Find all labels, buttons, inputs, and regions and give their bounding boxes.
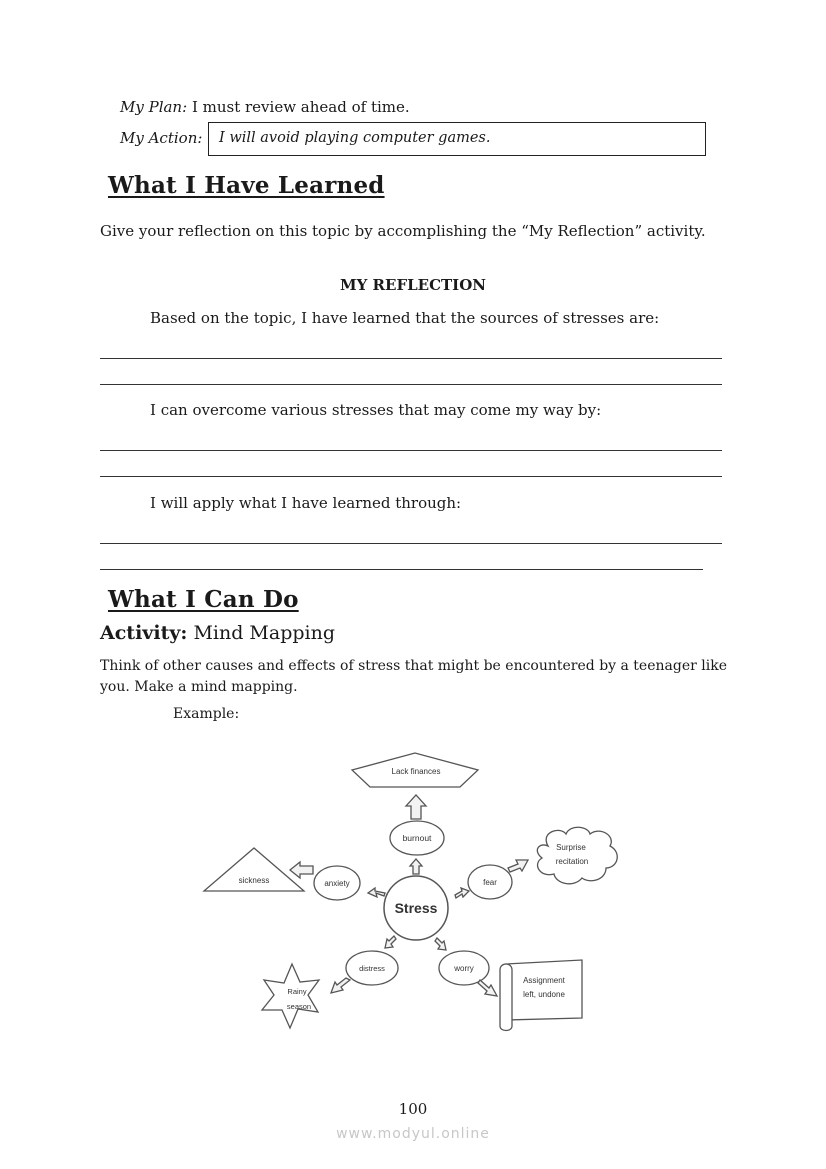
stress-label: Stress bbox=[394, 900, 438, 916]
plan-text: I must review ahead of time. bbox=[191, 98, 410, 116]
activity-name: Mind Mapping bbox=[193, 622, 336, 644]
arrow-up-icon bbox=[406, 795, 426, 819]
fear-label: fear bbox=[483, 878, 497, 887]
sickness-label: sickness bbox=[238, 876, 270, 885]
prompt-apply: I will apply what I have learned through: bbox=[150, 494, 462, 512]
cloud-shape bbox=[537, 827, 617, 884]
burnout-label: burnout bbox=[402, 833, 432, 843]
season-label: season bbox=[286, 1002, 312, 1011]
anxiety-label: anxiety bbox=[324, 879, 350, 888]
surprise-label: Surprise bbox=[556, 843, 586, 852]
page-number: 100 bbox=[398, 1100, 428, 1118]
activity-instructions: Think of other causes and effects of stress that might be encountered by a teenager like you. Make a mind mapping. bbox=[100, 658, 727, 695]
worry-label: worry bbox=[454, 964, 474, 973]
arrow-icon bbox=[455, 888, 469, 898]
prompt-sources: Based on the topic, I have learned that the sources of stresses are: bbox=[150, 309, 660, 327]
action-text: I will avoid playing computer games. bbox=[219, 130, 491, 146]
arrow-icon bbox=[435, 938, 446, 950]
watermark: www.modyul.online bbox=[336, 1126, 490, 1142]
action-label: My Action: bbox=[120, 129, 203, 147]
prompt-overcome: I can overcome various stresses that may come my way by: bbox=[150, 401, 602, 419]
rainy-label: Rainy bbox=[287, 987, 307, 996]
example-label: Example: bbox=[173, 706, 240, 722]
arrow-icon bbox=[410, 859, 422, 874]
arrow-down-left-icon bbox=[331, 978, 350, 993]
arrow-down-right-icon bbox=[478, 980, 497, 996]
heading-what-i-can-do: What I Can Do bbox=[108, 586, 299, 613]
activity-label: Activity: bbox=[100, 622, 188, 644]
recitation-label: recitation bbox=[555, 857, 589, 866]
arrow-icon bbox=[368, 888, 385, 897]
heading-what-i-have-learned: What I Have Learned bbox=[108, 172, 385, 199]
left-undone-label: left, undone bbox=[523, 990, 565, 999]
arrow-right-icon bbox=[508, 860, 528, 872]
scroll-roll bbox=[500, 964, 512, 1031]
plan-label: My Plan: bbox=[120, 98, 188, 116]
reflection-title: MY REFLECTION bbox=[340, 276, 486, 294]
reflection-intro: Give your reflection on this topic by accomplishing the “My Reflection” activity. bbox=[100, 222, 706, 240]
arrow-icon bbox=[385, 936, 396, 948]
arrow-left-icon bbox=[290, 862, 313, 878]
star-shape bbox=[262, 964, 319, 1028]
assignment-label: Assignment bbox=[523, 976, 565, 985]
lack-finances-label: Lack finances bbox=[391, 767, 441, 776]
distress-label: distress bbox=[359, 964, 385, 973]
